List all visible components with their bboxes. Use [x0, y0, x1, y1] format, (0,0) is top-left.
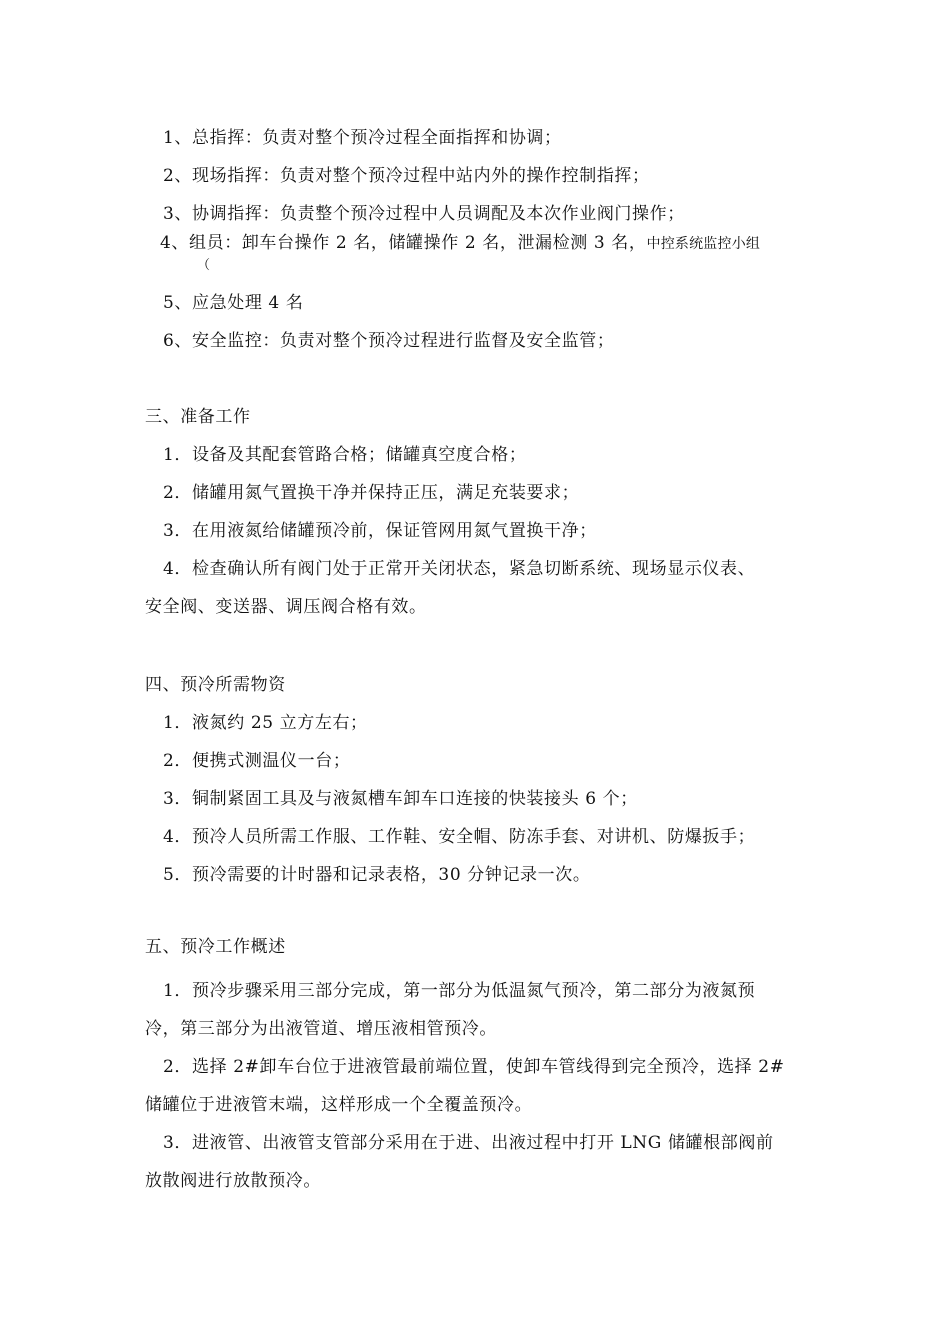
material-item-4: 4．预冷人员所需工作服、工作鞋、安全帽、防冻手套、对讲机、防爆扳手；: [163, 827, 756, 847]
overview-item-3: 3．进液管、出液管支管部分采用在于进、出液过程中打开 LNG 储罐根部阀前: [163, 1133, 774, 1153]
material-item-3: 3．铜制紧固工具及与液氮槽车卸车口连接的快装接头 6 个；: [163, 789, 638, 809]
role-item-4: [160, 232, 760, 255]
role-item-5: 5、应急处理 4 名: [163, 293, 304, 313]
material-item-5: 5．预冷需要的计时器和记录表格，30 分钟记录一次。: [163, 865, 591, 885]
role-item-3: 3、协调指挥：负责整个预冷过程中人员调配及本次作业阀门操作；: [163, 204, 685, 224]
prep-item-3: 3．在用液氮给储罐预冷前，保证管网用氮气置换干净；: [163, 521, 597, 541]
section-heading-prep: 三、准备工作: [145, 407, 251, 427]
prep-item-4: 4．检查确认所有阀门处于正常开关闭状态，紧急切断系统、现场显示仪表、: [163, 559, 756, 579]
overview-item-3-cont: 放散阀进行放散预冷。: [145, 1171, 321, 1191]
role-item-4-suffix: 中控系统监控小组: [646, 236, 761, 252]
role-item-6: 6、安全监控：负责对整个预冷过程进行监督及安全监管；: [163, 331, 615, 351]
role-item-2: 2、现场指挥：负责对整个预冷过程中站内外的操作控制指挥；: [163, 166, 650, 186]
prep-item-4-cont: 安全阀、变送器、调压阀合格有效。: [145, 597, 427, 617]
overview-item-1: 1．预冷步骤采用三部分完成，第一部分为低温氮气预冷，第二部分为液氮预: [163, 981, 756, 1001]
role-item-4-text: 4、组员：卸车台操作 2 名，储罐操作 2 名，泄漏检测 3 名，: [160, 233, 647, 253]
overview-item-1-cont: 冷，第三部分为出液管道、增压液相管预冷。: [145, 1019, 497, 1039]
material-item-1: 1．液氮约 25 立方左右；: [163, 713, 368, 733]
section-heading-overview: 五、预冷工作概述: [145, 937, 286, 957]
role-item-1: 1、总指挥：负责对整个预冷过程全面指挥和协调；: [163, 128, 562, 148]
role-item-4-continuation: （: [197, 258, 211, 273]
overview-item-2: 2．选择 2#卸车台位于进液管最前端位置，使卸车管线得到完全预冷，选择 2#: [163, 1057, 785, 1077]
overview-item-2-cont: 储罐位于进液管末端，这样形成一个全覆盖预冷。: [145, 1095, 533, 1115]
section-heading-materials: 四、预冷所需物资: [145, 675, 286, 695]
prep-item-1: 1．设备及其配套管路合格；储罐真空度合格；: [163, 445, 527, 465]
material-item-2: 2．便携式测温仪一台；: [163, 751, 351, 771]
prep-item-2: 2．储罐用氮气置换干净并保持正压，满足充装要求；: [163, 483, 580, 503]
